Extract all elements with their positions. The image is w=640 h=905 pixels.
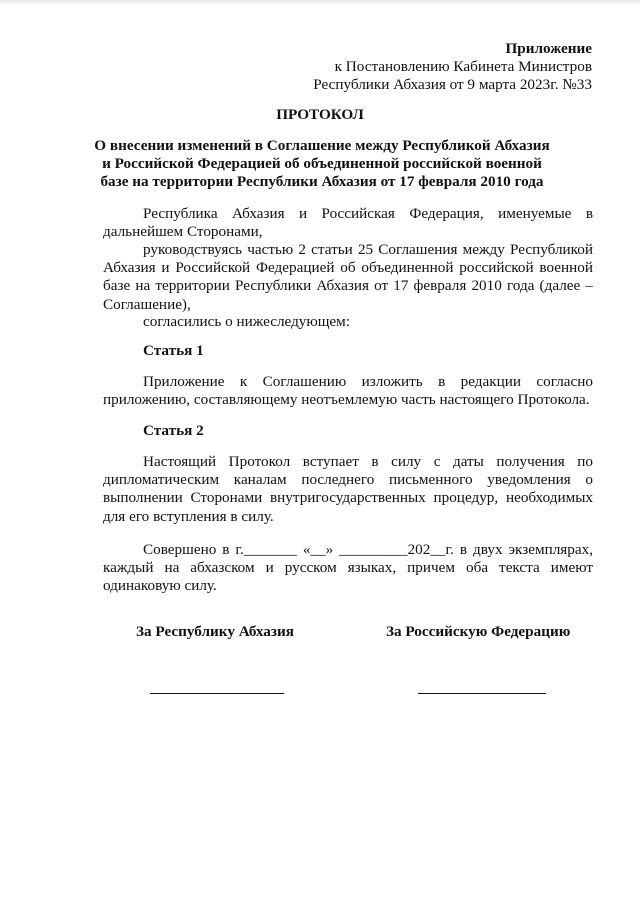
closing-paragraph: Совершено в г._______ «__» _________202__г. в двух экземплярах, каждый на абхазском и русском языках, причем оба текста имеют одинаковую силу.	[103, 541, 593, 595]
signature-label-abkhazia: За Республику Абхазия	[136, 623, 294, 640]
signature-label-russia: За Российскую Федерацию	[386, 623, 571, 640]
appendix-label: Приложение	[505, 40, 592, 57]
article-1-heading: Статья 1	[143, 342, 204, 359]
appendix-line-1: к Постановлению Кабинета Министров	[334, 58, 592, 76]
preamble-agreed: согласились о нижеследующем:	[143, 313, 351, 330]
article-2-heading: Статья 2	[143, 422, 204, 439]
preamble-parties: Республика Абхазия и Российская Федерация, именуемые в дальнейшем Сторонами,	[103, 205, 593, 241]
signature-line-russia	[418, 693, 546, 694]
document-subject: О внесении изменений в Соглашение между Республикой Абхазия и Российской Федерацией об объединенной российской военной базе на территории Республики Абхазия от 17 февраля 2010 года	[94, 137, 550, 191]
article-2-text: Настоящий Протокол вступает в силу с даты получения по дипломатическим каналам последнего письменного уведомления о выполнении Сторонами внутригосударственных процедур, необходимых для его вступления в силу.	[103, 453, 593, 525]
appendix-header	[313, 40, 592, 95]
preamble-basis: руководствуясь частью 2 статьи 25 Соглашения между Республикой Абхазия и Российской Федерацией об объединенной российской военной базе на территории Республики Абхазия от 17 февраля 2010 года (далее – Соглашение),	[103, 241, 593, 313]
appendix-line-2: Республики Абхазия от 9 марта 2023г. №33	[313, 76, 592, 94]
scan-edge	[0, 0, 640, 5]
signature-line-abkhazia	[150, 693, 284, 694]
document-title: ПРОТОКОЛ	[276, 106, 364, 123]
article-1-text: Приложение к Соглашению изложить в редакции согласно приложению, составляющему неотъемлемую часть настоящего Протокола.	[103, 373, 593, 409]
